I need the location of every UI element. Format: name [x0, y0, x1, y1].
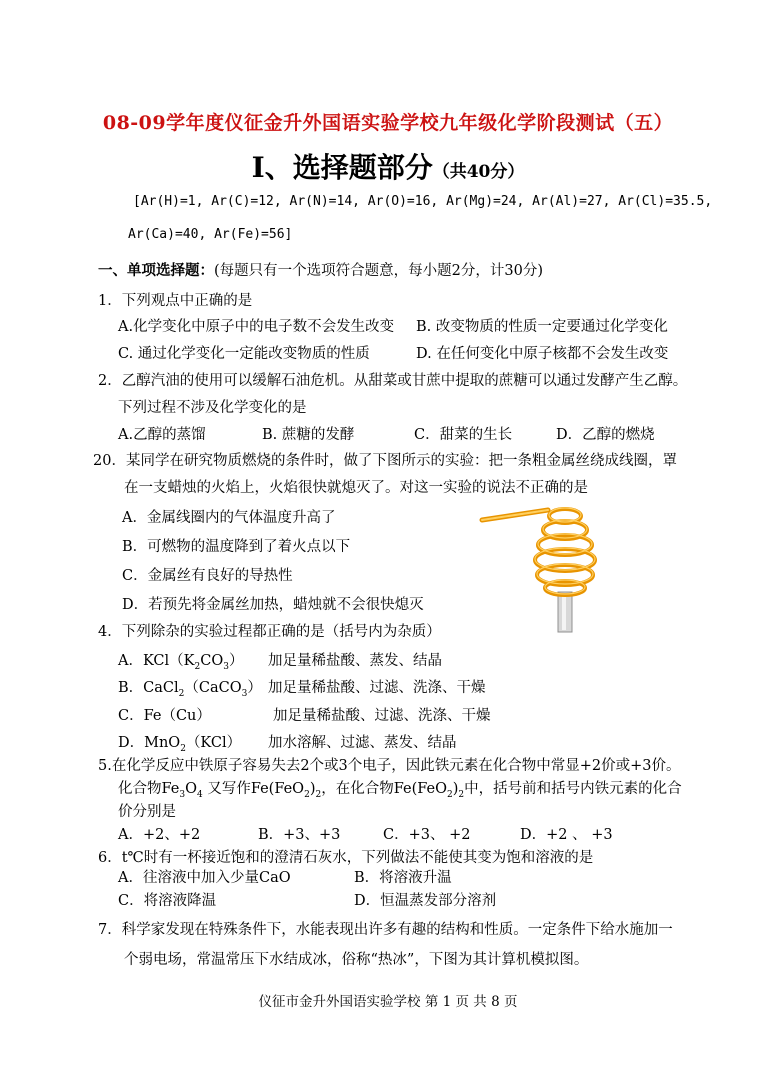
- question-3-option-d: D．若预先将金属丝加热，蜡烛就不会很快熄灭: [122, 597, 424, 613]
- question-6-option-c: C．将溶液降温: [118, 893, 217, 909]
- atomic-masses-line-2: Ar(Ca)=40, Ar(Fe)=56]: [128, 227, 293, 242]
- question-7-stem-line-2: 个弱电场，常温常压下水结成冰，俗称“热冰”，下图为其计算机模拟图。: [124, 952, 589, 968]
- wire-handle-highlight: [482, 510, 548, 520]
- question-2-option-c: C．甜菜的生长: [414, 427, 513, 443]
- question-3-option-b: B．可燃物的温度降到了着火点以下: [122, 539, 351, 555]
- question-5-stem-line-3: 价分别是: [118, 804, 176, 820]
- question-2-option-d: D．乙醇的燃烧: [556, 427, 655, 443]
- question-1-option-a: A.化学变化中原子中的电子数不会发生改变: [118, 319, 395, 335]
- section-main-label: Ⅰ、选择题部分: [251, 151, 433, 184]
- question-2-option-b: B. 蔗糖的发酵: [262, 427, 355, 443]
- page-footer: 仪征市金升外国语实验学校 第 1 页 共 8 页: [258, 994, 518, 1010]
- question-4-option-b: B．CaCl$_2$（CaCO$_3$）: [118, 680, 262, 699]
- atomic-masses-line-1: [Ar(H)=1, Ar(C)=12, Ar(N)=14, Ar(O)=16, Ar(Mg)=24, Ar(Al)=27, Ar(Cl)=35.5,: [133, 194, 713, 209]
- question-5-option-c: C．+3、 +2: [383, 827, 471, 843]
- section-points-label: （共40分）: [432, 162, 525, 182]
- question-2-stem-line-2: 下列过程不涉及化学变化的是: [118, 400, 307, 416]
- question-2-stem-line-1: 2．乙醇汽油的使用可以缓解石油危机。从甜菜或甘蔗中提取的蔗糖可以通过发酵产生乙醇。: [98, 373, 688, 389]
- question-5-option-a: A．+2、+2: [118, 827, 201, 843]
- question-6-option-a: A．往溶液中加入少量CaO: [118, 870, 291, 886]
- question-4-stem: 4．下列除杂的实验过程都正确的是（括号内为杂质）: [98, 624, 441, 640]
- part-instruction: (每题只有一个选项符合题意，每小题2分，计30分): [214, 263, 543, 279]
- question-1-option-b: B. 改变物质的性质一定要通过化学变化: [416, 319, 668, 335]
- question-6-stem: 6．t℃时有一杯接近饱和的澄清石灰水，下列做法不能使其变为饱和溶液的是: [98, 850, 594, 866]
- question-4-option-c: C．Fe（Cu）: [118, 708, 211, 724]
- question-3-stem-line-2: 在一支蜡烛的火焰上，火焰很快就熄灭了。对这一实验的说法不正确的是: [124, 480, 588, 496]
- question-4-option-a-method: 加足量稀盐酸、蒸发、结晶: [268, 653, 442, 669]
- part-heading-label: 一、单项选择题：: [98, 262, 214, 279]
- question-6-option-d: D．恒温蒸发部分溶剂: [354, 893, 497, 909]
- question-3-option-a: A．金属线圈内的气体温度升高了: [122, 510, 336, 526]
- question-1-stem: 1．下列观点中正确的是: [98, 293, 253, 309]
- question-6-option-b: B．将溶液升温: [354, 870, 452, 886]
- question-4-option-a: A．$KCl(K_2CO_3)$: [118, 653, 244, 672]
- candle-highlight: [562, 594, 566, 630]
- section-title: [0, 146, 776, 186]
- question-5-stem-line-2: 化合物$Fe_3O_4$ 又写作$Fe(FeO_2)_2$，在化合物$Fe(FeO_2)_2$中，括号前和括号内铁元素的化合: [118, 781, 682, 800]
- document-title: 08-09学年度仪征金升外国语实验学校九年级化学阶段测试（五）: [102, 112, 674, 134]
- question-5-stem-line-1: 5.在化学反应中铁原子容易失去2个或3个电子，因此铁元素在化合物中常显+2价或+3价。: [98, 758, 681, 774]
- question-2-option-a: A.乙醇的蒸馏: [118, 427, 206, 443]
- part-heading: [98, 259, 543, 280]
- question-4-option-d-method: 加水溶解、过滤、蒸发、结晶: [268, 735, 457, 751]
- question-1-option-d: D. 在任何变化中原子核都不会发生改变: [416, 346, 669, 362]
- question-5-option-d: D．+2 、 +3: [520, 827, 613, 843]
- question-3-stem-line-1: 20．某同学在研究物质燃烧的条件时，做了下图所示的实验：把一条粗金属丝绕成线圈，罩: [93, 453, 677, 469]
- coil-candle-illustration: [478, 496, 618, 636]
- question-7-stem-line-1: 7．科学家发现在特殊条件下，水能表现出许多有趣的结构和性质。一定条件下给水施加一: [98, 922, 673, 938]
- question-5-option-b: B．+3、+3: [258, 827, 341, 843]
- question-4-option-b-method: 加足量稀盐酸、过滤、洗涤、干燥: [268, 680, 486, 696]
- question-4-option-c-method: 加足量稀盐酸、过滤、洗涤、干燥: [273, 708, 491, 724]
- question-4-option-d: D．MnO$_2$（KCl）: [118, 735, 242, 754]
- question-3-option-c: C．金属丝有良好的导热性: [122, 568, 293, 584]
- question-1-option-c: C. 通过化学变化一定能改变物质的性质: [118, 346, 370, 362]
